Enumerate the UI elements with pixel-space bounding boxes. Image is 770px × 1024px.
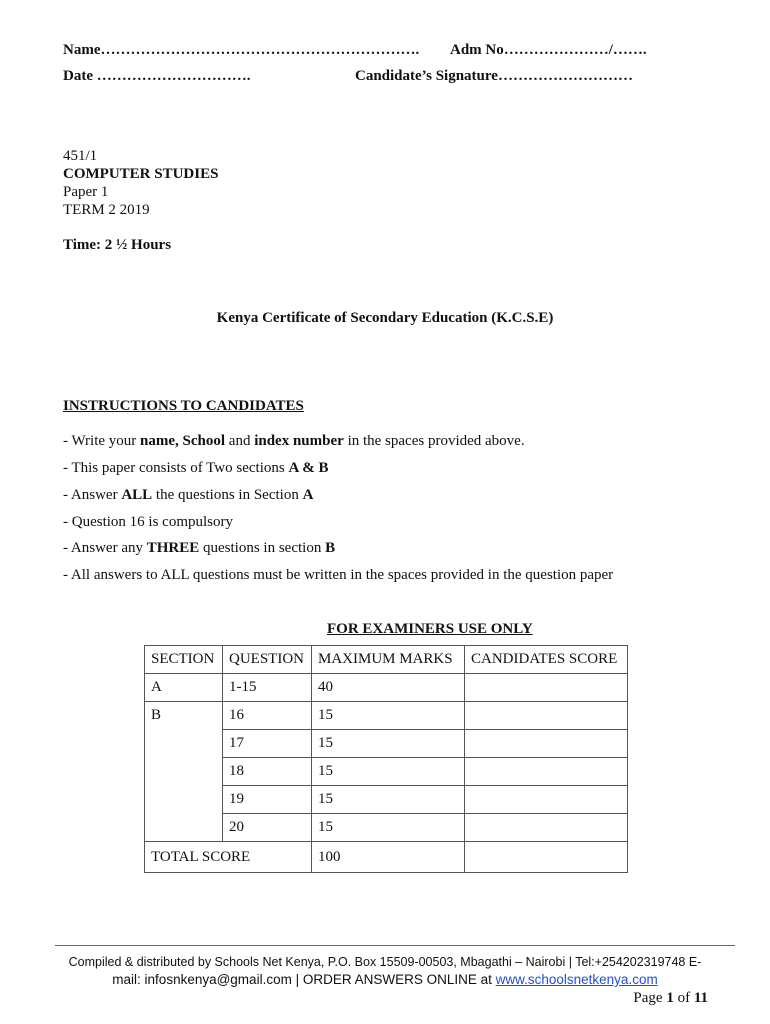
table-total-row <box>145 842 628 873</box>
page-total: 11 <box>693 990 708 1006</box>
instruction-text: the questions in Section <box>152 487 303 503</box>
page-of-label: of <box>673 990 694 1006</box>
question-cell: 18 <box>223 758 312 786</box>
section-cell <box>145 786 223 814</box>
instruction-emphasis: ALL <box>121 487 153 503</box>
total-score-cell[interactable] <box>465 842 628 873</box>
time-allowed: Time: 2 ½ Hours <box>63 237 172 253</box>
score-cell[interactable] <box>465 814 628 842</box>
max-marks-cell: 15 <box>312 702 465 730</box>
instruction-text: - Write your <box>63 433 141 449</box>
max-marks-cell: 15 <box>312 758 465 786</box>
score-cell[interactable] <box>465 730 628 758</box>
paper-code: 451/1 <box>63 148 98 164</box>
column-header-section: SECTION <box>145 646 223 674</box>
table-row <box>145 786 628 814</box>
paper-number: Paper 1 <box>63 184 109 200</box>
instruction-emphasis: A <box>302 487 314 503</box>
instruction-item <box>63 540 335 557</box>
table-header-row <box>145 646 628 674</box>
adm-no-field-label: Adm No…………………/……. <box>450 42 647 58</box>
website-link[interactable]: www.schoolsnetkenya.com <box>495 972 658 987</box>
subject-title: COMPUTER STUDIES <box>63 166 219 182</box>
section-cell: B <box>145 702 223 730</box>
footer-email-text: mail: infosnkenya@gmail.com | ORDER ANSWERS ONLINE at <box>112 972 496 987</box>
section-cell <box>145 758 223 786</box>
table-row <box>145 702 628 730</box>
examiners-heading: FOR EXAMINERS USE ONLY <box>327 621 533 637</box>
column-header-candidates-score: CANDIDATES SCORE <box>465 646 628 674</box>
score-cell[interactable] <box>465 758 628 786</box>
instruction-text: - This paper consists of Two sections <box>63 460 289 476</box>
total-max-marks: 100 <box>312 842 465 873</box>
instruction-item <box>63 487 313 504</box>
section-cell <box>145 814 223 842</box>
score-cell[interactable] <box>465 786 628 814</box>
question-cell: 1-15 <box>223 674 312 702</box>
page-current: 1 <box>666 990 674 1006</box>
table-row <box>145 730 628 758</box>
question-cell: 16 <box>223 702 312 730</box>
instruction-text: - Answer any <box>63 540 147 556</box>
instruction-text: in the spaces provided above. <box>343 433 525 449</box>
page-number <box>633 990 708 1007</box>
instruction-emphasis: A & B <box>288 460 329 476</box>
instruction-item <box>63 460 328 477</box>
instruction-item <box>63 433 525 450</box>
instruction-text: - Answer <box>63 487 122 503</box>
signature-field-label: Candidate’s Signature……………………… <box>355 68 633 84</box>
instructions-heading: INSTRUCTIONS TO CANDIDATES <box>63 398 304 414</box>
score-cell[interactable] <box>465 702 628 730</box>
table-row <box>145 814 628 842</box>
footer-divider <box>55 945 735 946</box>
table-row <box>145 674 628 702</box>
instruction-item: - All answers to ALL questions must be written in the spaces provided in the question paper <box>63 567 614 583</box>
total-score-label: TOTAL SCORE <box>145 842 312 873</box>
instruction-emphasis: index number <box>254 433 344 449</box>
question-cell: 17 <box>223 730 312 758</box>
score-cell[interactable] <box>465 674 628 702</box>
section-cell: A <box>145 674 223 702</box>
max-marks-cell: 40 <box>312 674 465 702</box>
max-marks-cell: 15 <box>312 786 465 814</box>
footer-contact-line: Compiled & distributed by Schools Net Kenya, P.O. Box 15509-00503, Mbagathi – Nairobi | Tel:+254202319748 E- <box>68 955 702 969</box>
question-cell: 19 <box>223 786 312 814</box>
instruction-emphasis: B <box>325 540 336 556</box>
section-cell <box>145 730 223 758</box>
max-marks-cell: 15 <box>312 814 465 842</box>
table-row <box>145 758 628 786</box>
column-header-question: QUESTION <box>223 646 312 674</box>
instruction-text: and <box>225 433 255 449</box>
name-field-label: Name………………………………………………………. <box>63 42 420 58</box>
instruction-text: questions in section <box>199 540 326 556</box>
date-field-label: Date …………………………. <box>63 68 251 84</box>
exam-title: Kenya Certificate of Secondary Education (K.C.S.E) <box>216 310 554 326</box>
examiners-score-table <box>144 645 628 873</box>
term-label: TERM 2 2019 <box>63 202 150 218</box>
page-label: Page <box>633 990 667 1006</box>
footer-email-line <box>0 972 770 987</box>
question-cell: 20 <box>223 814 312 842</box>
column-header-maximum-marks: MAXIMUM MARKS <box>312 646 465 674</box>
max-marks-cell: 15 <box>312 730 465 758</box>
instruction-item: - Question 16 is compulsory <box>63 514 233 530</box>
instruction-emphasis: name, School <box>140 433 226 449</box>
instruction-emphasis: THREE <box>146 540 200 556</box>
